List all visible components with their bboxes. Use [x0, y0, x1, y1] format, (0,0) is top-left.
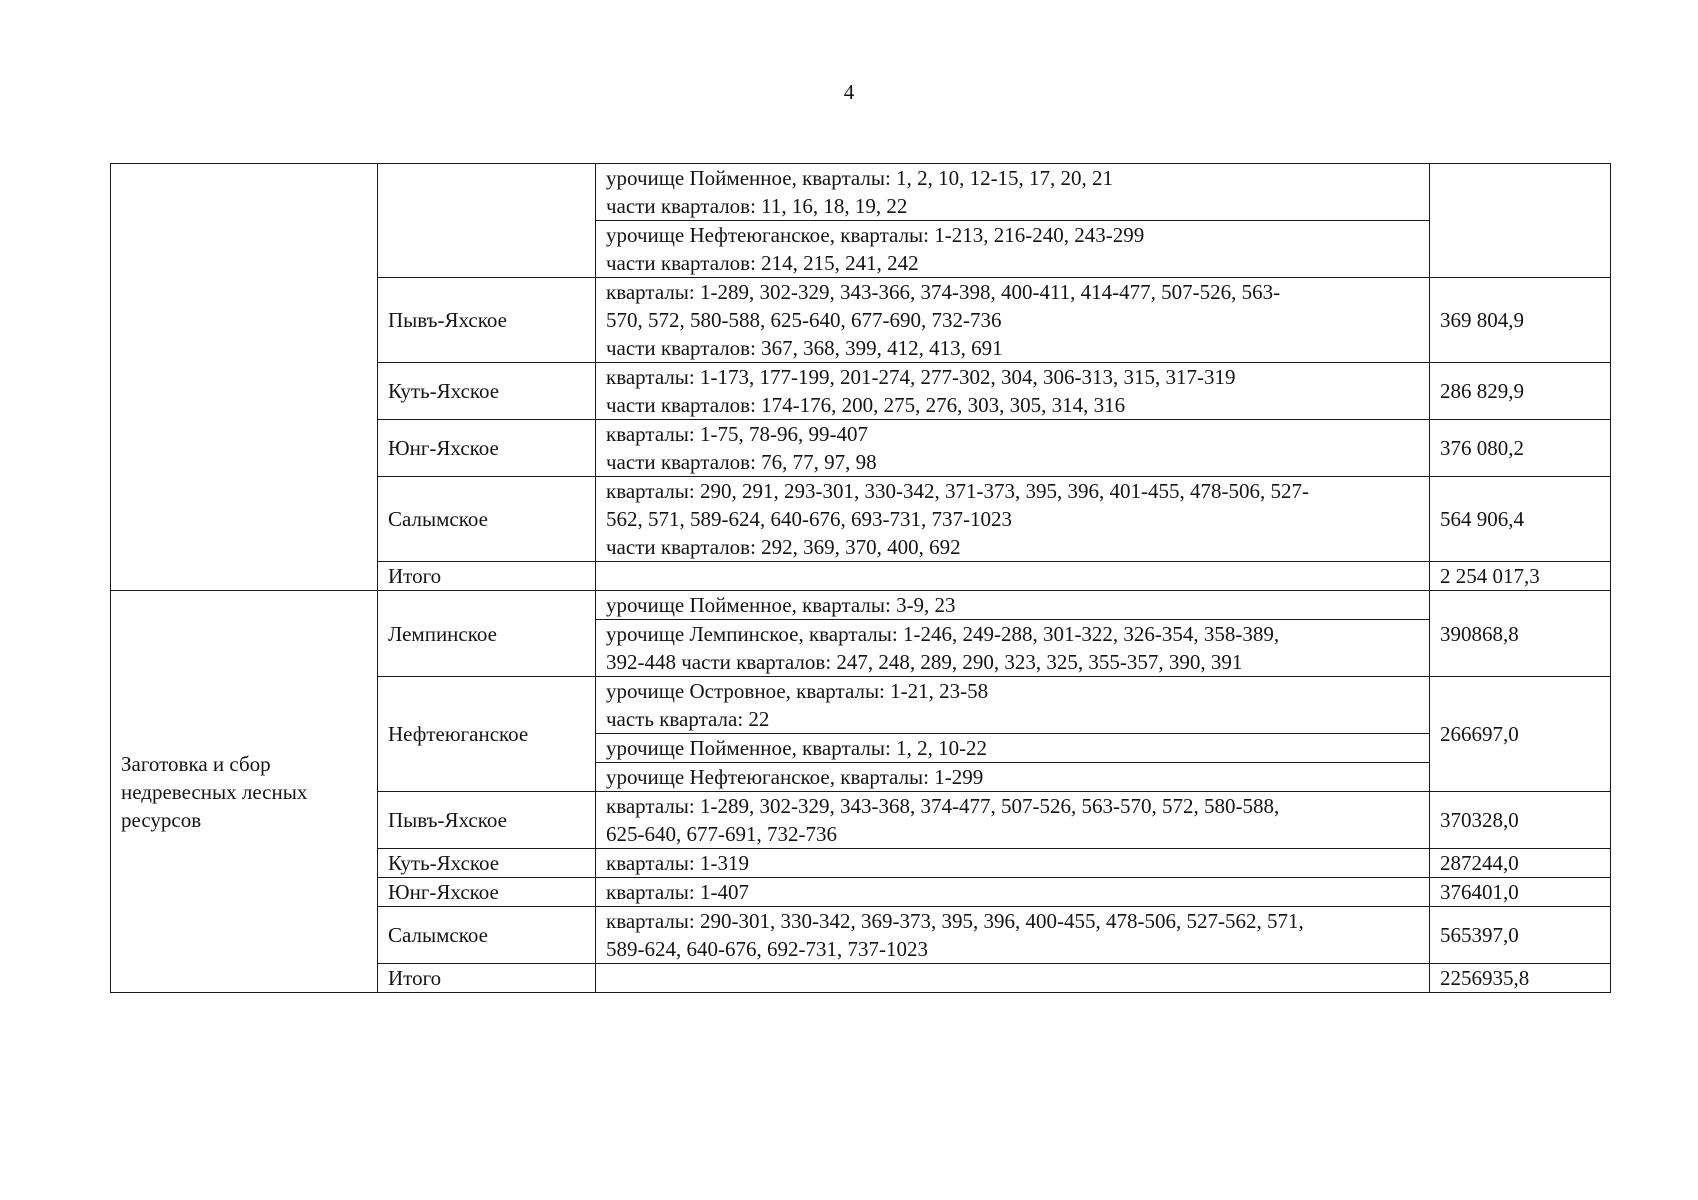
- quarters-line: части кварталов: 367, 368, 399, 412, 413, 691: [606, 336, 1003, 360]
- quarters-cell: [596, 221, 1430, 278]
- quarters-line: кварталы: 1-319: [606, 851, 749, 875]
- quarters-line: часть квартала: 22: [606, 707, 770, 731]
- quarters-line: 392-448 части кварталов: 247, 248, 289, 290, 323, 325, 355-357, 390, 391: [606, 650, 1243, 674]
- quarters-line: части кварталов: 76, 77, 97, 98: [606, 450, 877, 474]
- quarters-line: [606, 964, 1419, 992]
- quarters-line: урочище Пойменное, кварталы: 3-9, 23: [606, 593, 956, 617]
- quarters-line: части кварталов: 174-176, 200, 275, 276, 303, 305, 314, 316: [606, 393, 1126, 417]
- quarters-cell: [596, 907, 1430, 964]
- area-ha-cell: [1430, 164, 1611, 278]
- quarters-line: урочище Пойменное, кварталы: 1, 2, 10-22: [606, 736, 988, 760]
- area-ha-cell: 286 829,9: [1430, 363, 1611, 420]
- forestry-cell: Куть-Яхское: [378, 849, 596, 878]
- table-row: [111, 164, 1611, 221]
- area-ha-cell: 376 080,2: [1430, 420, 1611, 477]
- quarters-cell: [596, 420, 1430, 477]
- page-number: 4: [843, 80, 855, 104]
- quarters-cell: [596, 677, 1430, 734]
- forestry-cell: Юнг-Яхское: [378, 878, 596, 907]
- forestry-cell: Салымское: [378, 477, 596, 562]
- quarters-line: 625-640, 677-691, 732-736: [606, 822, 837, 846]
- usage-type-cell: [111, 164, 378, 591]
- quarters-cell: [596, 562, 1430, 591]
- quarters-cell: [596, 591, 1430, 620]
- forestry-cell: Нефтеюганское: [378, 677, 596, 792]
- quarters-cell: [596, 964, 1430, 993]
- quarters-cell: [596, 278, 1430, 363]
- forestry-cell: Салымское: [378, 907, 596, 964]
- area-ha-cell: 370328,0: [1430, 792, 1611, 849]
- forestry-cell: Куть-Яхское: [378, 363, 596, 420]
- quarters-cell: [596, 878, 1430, 907]
- area-ha-cell: 564 906,4: [1430, 477, 1611, 562]
- quarters-cell: [596, 477, 1430, 562]
- area-ha-cell: 2256935,8: [1430, 964, 1611, 993]
- quarters-line: части кварталов: 292, 369, 370, 400, 692: [606, 535, 961, 559]
- forestry-cell: Лемпинское: [378, 591, 596, 677]
- quarters-line: кварталы: 290, 291, 293-301, 330-342, 371-373, 395, 396, 401-455, 478-506, 527-: [606, 479, 1309, 503]
- quarters-line: кварталы: 1-289, 302-329, 343-366, 374-398, 400-411, 414-477, 507-526, 563-: [606, 280, 1281, 304]
- forestry-cell: Пывъ-Яхское: [378, 792, 596, 849]
- quarters-line: кварталы: 1-173, 177-199, 201-274, 277-302, 304, 306-313, 315, 317-319: [606, 365, 1236, 389]
- forestry-cell: Итого: [378, 964, 596, 993]
- quarters-line: 589-624, 640-676, 692-731, 737-1023: [606, 937, 928, 961]
- forestry-cell: Пывъ-Яхское: [378, 278, 596, 363]
- area-ha-cell: 2 254 017,3: [1430, 562, 1611, 591]
- forest-use-table: [110, 163, 1611, 993]
- area-ha-cell: 266697,0: [1430, 677, 1611, 792]
- forestry-cell: [378, 164, 596, 278]
- quarters-line: кварталы: 1-407: [606, 880, 749, 904]
- quarters-line: 562, 571, 589-624, 640-676, 693-731, 737-1023: [606, 507, 1012, 531]
- quarters-line: урочище Нефтеюганское, кварталы: 1-299: [606, 765, 984, 789]
- quarters-line: урочище Островное, кварталы: 1-21, 23-58: [606, 679, 989, 703]
- quarters-line: урочище Нефтеюганское, кварталы: 1-213, 216-240, 243-299: [606, 223, 1145, 247]
- forestry-cell: Итого: [378, 562, 596, 591]
- area-ha-cell: 565397,0: [1430, 907, 1611, 964]
- quarters-line: 570, 572, 580-588, 625-640, 677-690, 732-736: [606, 308, 1002, 332]
- quarters-line: части кварталов: 11, 16, 18, 19, 22: [606, 194, 908, 218]
- quarters-cell: [596, 763, 1430, 792]
- table-row: [111, 591, 1611, 620]
- quarters-line: кварталы: 1-75, 78-96, 99-407: [606, 422, 868, 446]
- area-ha-cell: 390868,8: [1430, 591, 1611, 677]
- quarters-line: кварталы: 290-301, 330-342, 369-373, 395, 396, 400-455, 478-506, 527-562, 571,: [606, 909, 1304, 933]
- quarters-cell: [596, 363, 1430, 420]
- quarters-line: урочище Лемпинское, кварталы: 1-246, 249-288, 301-322, 326-354, 358-389,: [606, 622, 1280, 646]
- quarters-line: части кварталов: 214, 215, 241, 242: [606, 251, 919, 275]
- area-ha-cell: 369 804,9: [1430, 278, 1611, 363]
- quarters-cell: [596, 849, 1430, 878]
- usage-type-cell: Заготовка и сбор недревесных лесных ресурсов: [111, 591, 378, 993]
- area-ha-cell: 287244,0: [1430, 849, 1611, 878]
- forestry-cell: Юнг-Яхское: [378, 420, 596, 477]
- quarters-line: [606, 562, 1419, 590]
- quarters-cell: [596, 792, 1430, 849]
- quarters-cell: [596, 734, 1430, 763]
- table-body: [111, 164, 1611, 993]
- quarters-cell: [596, 164, 1430, 221]
- quarters-line: урочище Пойменное, кварталы: 1, 2, 10, 12-15, 17, 20, 21: [606, 166, 1114, 190]
- quarters-line: кварталы: 1-289, 302-329, 343-368, 374-477, 507-526, 563-570, 572, 580-588,: [606, 794, 1280, 818]
- area-ha-cell: 376401,0: [1430, 878, 1611, 907]
- quarters-cell: [596, 620, 1430, 677]
